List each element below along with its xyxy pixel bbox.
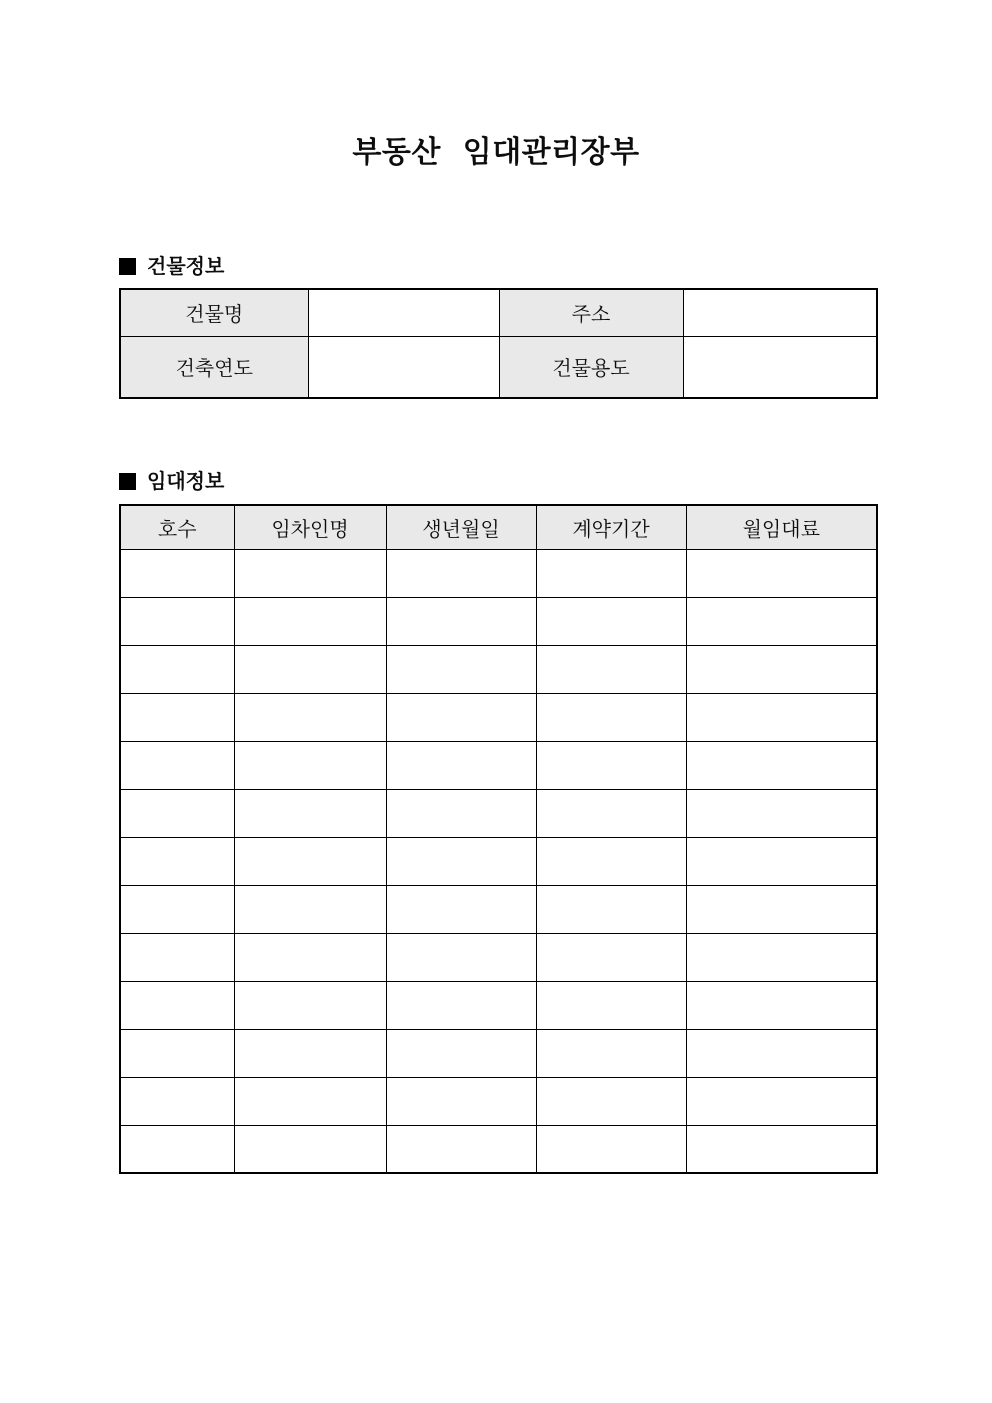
rental-input-cell[interactable] [686,693,877,741]
rental-input-cell[interactable] [120,885,234,933]
rental-input-cell[interactable] [386,645,536,693]
col-header-contract-period: 계약기간 [536,505,686,549]
rental-input-cell[interactable] [536,837,686,885]
rental-input-cell[interactable] [234,693,386,741]
rental-input-cell[interactable] [536,549,686,597]
rental-input-cell[interactable] [120,693,234,741]
document-title: 부동산 임대관리장부 [352,135,640,170]
rental-input-cell[interactable] [234,981,386,1029]
rental-table-row [120,1029,877,1077]
build-year-label: 건축연도 [120,336,308,398]
rental-input-cell[interactable] [386,933,536,981]
rental-input-cell[interactable] [234,597,386,645]
rental-input-cell[interactable] [686,837,877,885]
rental-input-cell[interactable] [234,741,386,789]
rental-input-cell[interactable] [386,741,536,789]
rental-input-cell[interactable] [536,597,686,645]
rental-input-cell[interactable] [686,933,877,981]
rental-input-cell[interactable] [386,837,536,885]
rental-input-cell[interactable] [386,549,536,597]
rental-input-cell[interactable] [536,741,686,789]
rental-input-cell[interactable] [234,837,386,885]
document-content [119,255,876,1174]
col-header-tenant-name: 임차인명 [234,505,386,549]
rental-info-heading-text: 임대정보 [147,469,225,493]
rental-input-cell[interactable] [386,693,536,741]
section-bullet-icon [119,473,136,490]
col-header-birth-date: 생년월일 [386,505,536,549]
building-name-label: 건물명 [120,289,308,336]
rental-input-cell[interactable] [386,1029,536,1077]
rental-input-cell[interactable] [120,933,234,981]
rental-table-row [120,981,877,1029]
rental-input-cell[interactable] [120,837,234,885]
rental-table-row [120,693,877,741]
rental-input-cell[interactable] [536,789,686,837]
rental-table-row [120,1125,877,1173]
rental-input-cell[interactable] [686,1077,877,1125]
rental-table-row [120,933,877,981]
rental-input-cell[interactable] [234,885,386,933]
address-input-cell[interactable] [683,289,877,336]
rental-input-cell[interactable] [686,549,877,597]
rental-input-cell[interactable] [234,933,386,981]
building-name-input-cell[interactable] [308,289,499,336]
building-info-table [119,288,878,399]
rental-input-cell[interactable] [234,1125,386,1173]
rental-input-cell[interactable] [536,1077,686,1125]
building-usage-input-cell[interactable] [683,336,877,398]
rental-input-cell[interactable] [536,645,686,693]
rental-input-cell[interactable] [536,981,686,1029]
rental-input-cell[interactable] [234,1077,386,1125]
col-header-monthly-rent: 월임대료 [686,505,877,549]
rental-input-cell[interactable] [120,1077,234,1125]
rental-input-cell[interactable] [386,1125,536,1173]
rental-input-cell[interactable] [234,1029,386,1077]
rental-input-cell[interactable] [686,741,877,789]
section-bullet-icon [119,258,136,275]
rental-input-cell[interactable] [120,597,234,645]
rental-input-cell[interactable] [386,597,536,645]
rental-input-cell[interactable] [120,981,234,1029]
rental-table-header-row [120,505,877,549]
rental-info-table [119,504,878,1174]
rental-input-cell[interactable] [234,549,386,597]
address-label: 주소 [499,289,683,336]
rental-input-cell[interactable] [686,1125,877,1173]
rental-input-cell[interactable] [536,1029,686,1077]
rental-table-row [120,741,877,789]
rental-input-cell[interactable] [686,885,877,933]
rental-input-cell[interactable] [686,645,877,693]
rental-table-row [120,645,877,693]
rental-input-cell[interactable] [120,789,234,837]
rental-table-row [120,885,877,933]
rental-table-row [120,789,877,837]
building-info-heading-text: 건물정보 [147,254,225,278]
rental-input-cell[interactable] [386,981,536,1029]
building-info-section [119,255,876,399]
rental-input-cell[interactable] [536,885,686,933]
rental-input-cell[interactable] [686,789,877,837]
col-header-room-number: 호수 [120,505,234,549]
rental-input-cell[interactable] [686,1029,877,1077]
rental-input-cell[interactable] [120,741,234,789]
rental-input-cell[interactable] [386,789,536,837]
rental-input-cell[interactable] [536,933,686,981]
rental-input-cell[interactable] [120,645,234,693]
rental-input-cell[interactable] [234,645,386,693]
rental-input-cell[interactable] [686,981,877,1029]
rental-input-cell[interactable] [234,789,386,837]
rental-input-cell[interactable] [120,1125,234,1173]
rental-input-cell[interactable] [686,597,877,645]
rental-input-cell[interactable] [386,1077,536,1125]
building-info-row [120,289,877,336]
rental-table-row [120,837,877,885]
rental-table-body [120,549,877,1173]
rental-input-cell[interactable] [536,1125,686,1173]
rental-info-section [119,470,876,1174]
rental-table-row [120,597,877,645]
rental-input-cell[interactable] [386,885,536,933]
rental-info-heading [119,470,876,492]
rental-table-row [120,549,877,597]
building-info-row [120,336,877,398]
rental-input-cell[interactable] [120,1029,234,1077]
building-usage-label: 건물용도 [499,336,683,398]
rental-input-cell[interactable] [120,549,234,597]
building-info-heading [119,255,876,277]
rental-table-row [120,1077,877,1125]
build-year-input-cell[interactable] [308,336,499,398]
rental-input-cell[interactable] [536,693,686,741]
